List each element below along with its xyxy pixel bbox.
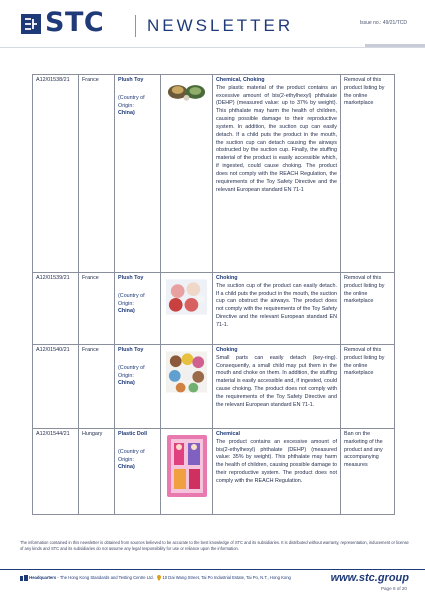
measures-taken: Removal of this product listing by the online marketplace: [341, 75, 395, 273]
origin-value: China): [118, 308, 135, 315]
product-image-cell: [161, 429, 213, 515]
notifying-country: Hungary: [79, 429, 115, 515]
product-category-cell: [115, 345, 161, 429]
country-of-origin: [118, 449, 157, 472]
product-category: Plush Toy: [118, 275, 144, 281]
headquarters-info: [20, 575, 291, 581]
risk-type: Chemical, Choking: [216, 77, 265, 83]
notifying-country: France: [79, 273, 115, 345]
table-row: [33, 273, 395, 345]
risk-type: Choking: [216, 347, 238, 353]
risk-type: Chemical: [216, 431, 240, 437]
issue-number: Issue no.: 49/21/TCD: [359, 20, 407, 26]
page-header: [0, 0, 425, 48]
measures-taken: Ban on the marketing of the product and any accompanying measures: [341, 429, 395, 515]
website-link[interactable]: www.stc.group: [330, 572, 409, 584]
footer-rule: [0, 569, 425, 570]
risk-description: The suction cup of the product can easily detach. If a child puts the product in the mouth, the suction cup can obstruct the airways. The product does not comply with the requirements of the Toy Safety Directive and the relevant European standard EN 71-1.: [216, 282, 337, 328]
recall-table: [32, 74, 395, 515]
origin-value: China): [118, 380, 135, 387]
page-number: Page 6 of 20: [380, 586, 407, 591]
product-image: [164, 349, 209, 395]
notifying-country: France: [79, 75, 115, 273]
measures-taken: Removal of this product listing by the online marketplace: [341, 273, 395, 345]
notification-id: A12/01538/21: [33, 75, 79, 273]
risk-description-cell: [213, 75, 341, 273]
risk-description: The plastic material of the product contains an excessive amount of bis(2-ethylhexyl) phthalate (DEHP) (measured value: up to 37% by weight). This phthalate may harm the health of children, causing possible damage to their reproductive system. In addition, the suction cup can easily detach. If a child puts the product in the mouth, the suction cup can detach causing the airways obstructed by the suction cup. Finally, the stuffing material of the product is easily accessible which, if ingested, could cause choking. The product does not comply with the REACH Regulation, the requirements of the Toy Safety Directive and the relevant European standard EN 71-1: [216, 84, 337, 193]
country-of-origin: [118, 95, 157, 118]
location-pin-icon: [157, 575, 161, 581]
origin-label: (Country of Origin:: [118, 292, 145, 307]
country-of-origin: [118, 293, 157, 316]
stc-logo-icon: [21, 14, 41, 34]
building-icon: [20, 575, 28, 581]
notification-id: A12/01544/21: [33, 429, 79, 515]
origin-value: China): [118, 464, 135, 471]
product-image: [165, 433, 209, 499]
product-image-cell: [161, 75, 213, 273]
disclaimer: The information contained in this newsletter is obtained from sources believed to be accurate to the best knowledge of STC and its subsidiaries. It is distributed without warranty, representation, inducement or license of any kinds and STC and its subsidiaries do not assume any legal responsibility for use or reliance upon the information.: [20, 540, 409, 552]
product-category: Plush Toy: [118, 347, 144, 353]
table-row: [33, 75, 395, 273]
risk-description: Small parts can easily detach (key-ring). Consequently, a small child may put them in the mouth and choke on them. In addition, the stuffing material is easily accessible and, if ingested, could cause choking. The product does not comply with the requirements of the Toy Safety Directive and the relevant European standard EN 71-1.: [216, 354, 337, 408]
product-category: Plastic Doll: [118, 431, 148, 437]
table-row: [33, 345, 395, 429]
product-image: [164, 277, 209, 317]
product-image-cell: [161, 345, 213, 429]
measures-taken: Removal of this product listing by the online marketplace: [341, 345, 395, 429]
risk-type: Choking: [216, 275, 238, 281]
product-category: Plush Toy: [118, 77, 144, 83]
origin-value: China): [118, 110, 135, 117]
hq-address: 10 Dai Wang Street, Tai Po Industrial Estate, Tai Po, N.T., Hong Kong: [162, 575, 291, 581]
newsletter-title: NEWSLETTER: [147, 16, 294, 35]
origin-label: (Country of Origin:: [118, 364, 145, 379]
country-of-origin: [118, 365, 157, 388]
hq-org: - The Hong Kong Standards and Testing Centre Ltd.: [56, 575, 154, 581]
header-rule: [0, 47, 425, 48]
notification-id: A12/01539/21: [33, 273, 79, 345]
header-separator: [135, 15, 136, 37]
logo-text: STC: [45, 7, 105, 38]
product-category-cell: [115, 75, 161, 273]
risk-description: The product contains an excessive amount of bis(2-ethylhexyl) phthalate (DEHP) (measured value: 35% by weight). This phthalate may harm the health of children, causing possible damage to their reproductive system. The product does not comply with the REACH Regulation.: [216, 438, 337, 484]
notification-id: A12/01540/21: [33, 345, 79, 429]
product-image: [164, 79, 209, 103]
notifying-country: France: [79, 345, 115, 429]
product-image-cell: [161, 273, 213, 345]
risk-description-cell: [213, 429, 341, 515]
origin-label: (Country of Origin:: [118, 94, 145, 109]
product-category-cell: [115, 429, 161, 515]
product-category-cell: [115, 273, 161, 345]
origin-label: (Country of Origin:: [118, 448, 145, 463]
table-row: [33, 429, 395, 515]
hq-label: Headquarters: [29, 575, 57, 581]
risk-description-cell: [213, 273, 341, 345]
risk-description-cell: [213, 345, 341, 429]
